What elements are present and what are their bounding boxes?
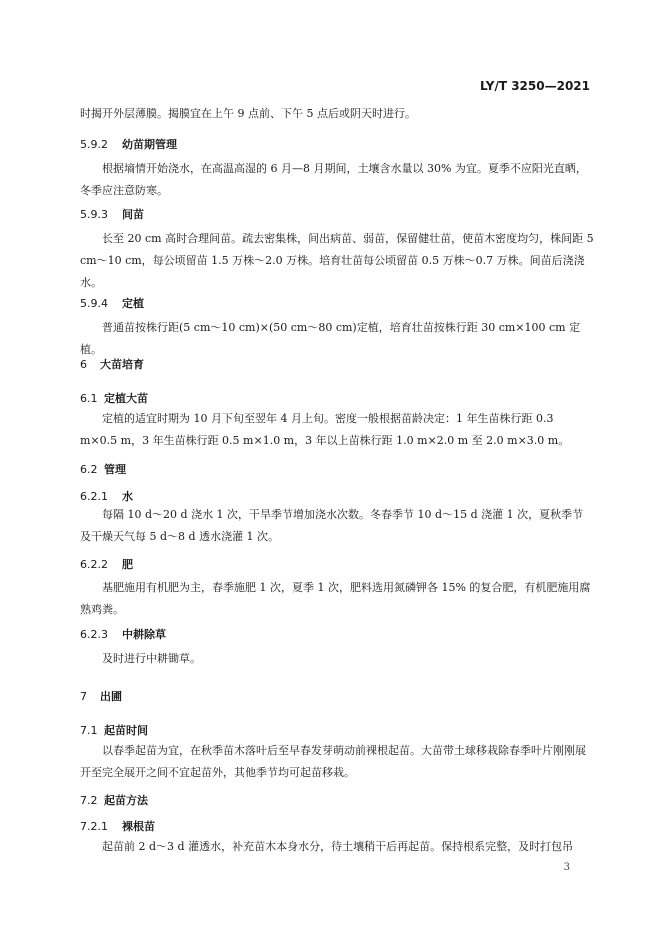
section-number: 6 [80,358,87,371]
section-title: 水 [122,490,133,503]
section-number: 7.2.1 [80,820,108,833]
standard-code: LY/T 3250—2021 [479,79,590,93]
section-number: 6.2.2 [80,558,108,571]
heading-6-2-1 [80,488,133,504]
section-number: 5.9.4 [80,297,108,310]
heading-7-2-1 [80,818,155,834]
section-number: 6.1 [80,392,98,405]
section-number: 5.9.3 [80,208,108,221]
section-title: 肥 [122,558,133,571]
heading-7-2 [80,792,148,808]
section-number: 7.2 [80,794,98,807]
section-title: 大苗培育 [100,358,144,371]
section-title: 起苗方法 [104,794,148,807]
section-title: 定植大苗 [104,392,148,405]
section-number: 6.2.3 [80,628,108,641]
heading-5-9-2 [80,136,177,152]
paragraph-5-9-4: 普通苗按株行距(5 cm～10 cm)×(50 cm～80 cm)定植，培育壮苗按株行距 30 cm×100 cm 定植。 [80,321,581,356]
heading-5-9-3 [80,206,144,222]
section-title: 中耕除草 [122,628,166,641]
heading-6-2-2 [80,556,133,572]
section-title: 出圃 [100,690,122,703]
section-title: 裸根苗 [122,820,155,833]
section-title: 管理 [104,463,126,476]
paragraph-7-2-1: 起苗前 2 d～3 d 灌透水，补充苗木本身水分，待土壤稍干后再起苗。保持根系完整，及时打包吊 [102,840,574,853]
paragraph-5-9-2: 根据墒情开始浇水，在高温高湿的 6 月—8 月期间，土壤含水量以 30% 为宜。夏季不应阳光直晒，冬季应注意防寒。 [80,162,587,197]
heading-7 [80,688,122,704]
heading-5-9-4 [80,295,144,311]
section-title: 起苗时间 [104,724,148,737]
section-number: 7 [80,690,87,703]
heading-6-1 [80,390,148,406]
section-title: 间苗 [122,208,144,221]
section-title: 定植 [122,297,144,310]
section-number: 7.1 [80,724,98,737]
heading-6-2-3 [80,626,166,642]
paragraph-6-2-1: 每隔 10 d～20 d 浇水 1 次，干旱季节增加浇水次数。冬春季节 10 d～15 d 浇灌 1 次，夏秋季节及干燥天气每 5 d～8 d 透水浇灌 1 次。 [80,508,584,543]
heading-7-1 [80,722,148,738]
page-number: 3 [563,862,570,873]
section-title: 幼苗期管理 [122,138,177,151]
paragraph-7-1: 以春季起苗为宜，在秋季苗木落叶后至早春发芽萌动前裸根起苗。大苗带土球移栽除春季叶片刚刚展开至完全展开之间不宜起苗外，其他季节均可起苗移栽。 [80,744,586,779]
heading-6-2 [80,461,126,477]
section-number: 6.2 [80,463,98,476]
heading-6 [80,356,144,372]
section-number: 5.9.2 [80,138,108,151]
section-number: 6.2.1 [80,490,108,503]
paragraph-6-1: 定植的适宜时期为 10 月下旬至翌年 4 月上旬。密度一般根据苗龄决定：1 年生苗株行距 0.3 m×0.5 m，3 年生苗株行距 0.5 m×1.0 m，3 年以上苗株行距 1.0 m×2.0 m 至 2.0 m×3.0 m。 [80,412,570,447]
paragraph-6-2-3: 及时进行中耕锄草。 [102,652,201,665]
paragraph-continuation: 时揭开外层薄膜。揭膜宜在上午 9 点前、下午 5 点后或阴天时进行。 [80,107,416,120]
paragraph-5-9-3: 长至 20 cm 高时合理间苗。疏去密集株，间出病苗、弱苗，保留健壮苗，使苗木密度均匀，株间距 5 cm～10 cm，每公顷留苗 1.5 万株～2.0 万株。培育壮苗每公顷留苗 0.5 万株～0.7 万株。间苗后浇浇水。 [80,232,594,289]
paragraph-6-2-2: 基肥施用有机肥为主，春季施肥 1 次，夏季 1 次，肥料选用氮磷钾各 15% 的复合肥，有机肥施用腐熟鸡粪。 [80,581,591,616]
